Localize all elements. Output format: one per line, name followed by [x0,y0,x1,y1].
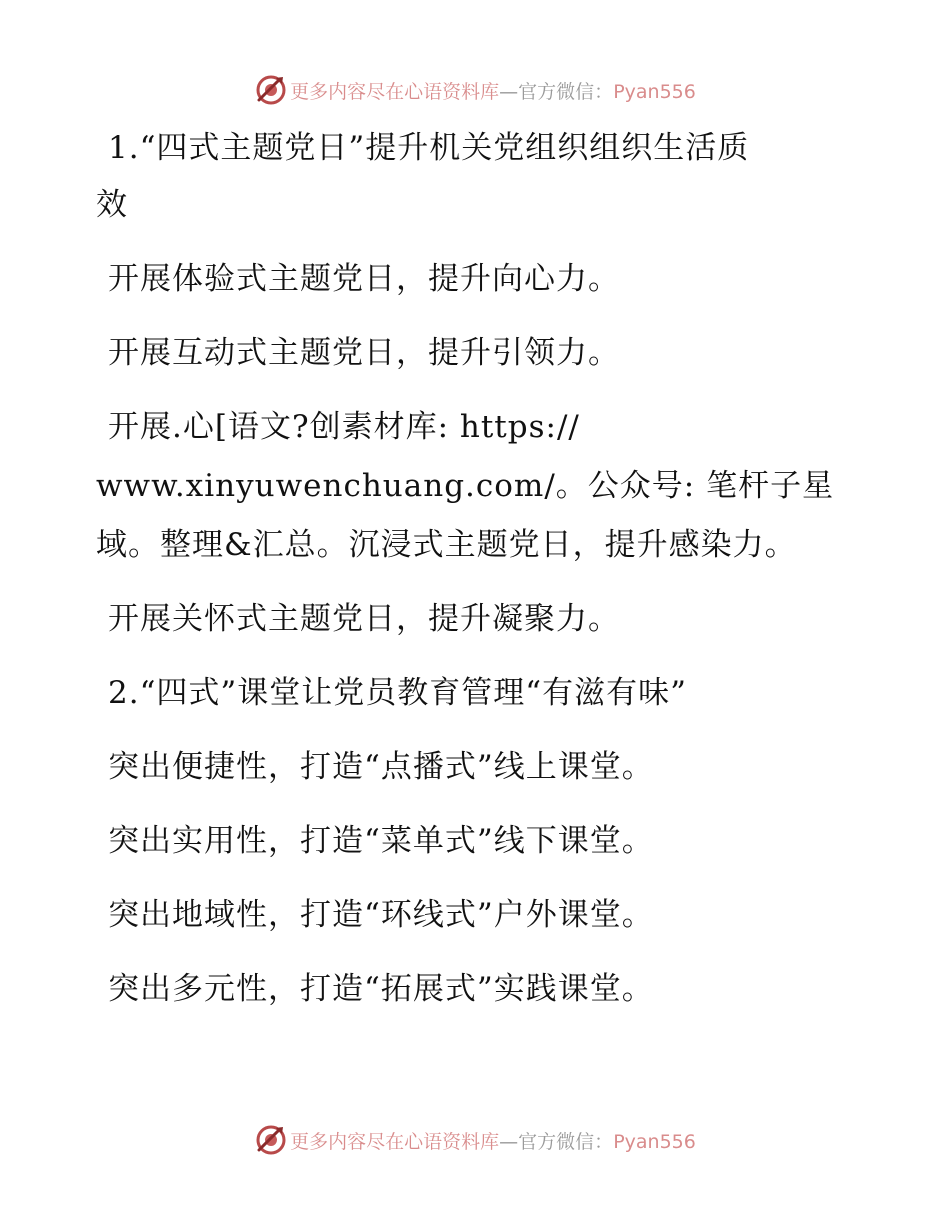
heading-1-cont: 效 [96,187,128,223]
paragraph-line: 开展.心[语文?创素材库: https:// [108,409,580,445]
watermark-dash: — [499,80,519,103]
watermark-sub: 官方微信： [518,80,614,103]
watermark-main: 更多内容尽在心语资料库 [290,1130,500,1153]
watermark-sub: 官方微信： [518,1130,614,1153]
paragraph-line: www.xinyuwenchuang.com/。公众号: 笔杆子星 [96,468,835,504]
heading-1: 1.“四式主题党日”提升机关党组织组织生活质 [108,130,750,166]
paragraph-line: 开展体验式主题党日，提升向心力。 [108,261,620,297]
footer-watermark [0,1120,950,1160]
watermark-main: 更多内容尽在心语资料库 [290,80,500,103]
watermark-text [290,1127,696,1154]
paragraph-line: 突出便捷性，打造“点播式”线上课堂。 [108,749,654,785]
brand-logo-icon [254,73,288,107]
paragraph-line: 突出实用性，打造“菜单式”线下课堂。 [108,823,654,859]
paragraph-line: 开展关怀式主题党日，提升凝聚力。 [108,601,620,637]
heading-2: 2.“四式”课堂让党员教育管理“有滋有味” [108,675,687,711]
watermark-id: Pyan556 [613,1130,696,1153]
watermark-dash: — [499,1130,519,1153]
header-watermark [0,70,950,110]
paragraph-line: 开展互动式主题党日，提升引领力。 [108,335,620,371]
watermark-text [290,77,696,104]
watermark-id: Pyan556 [613,80,696,103]
paragraph-line: 突出多元性，打造“拓展式”实践课堂。 [108,971,654,1007]
paragraph-line: 突出地域性，打造“环线式”户外课堂。 [108,897,654,933]
brand-logo-icon [254,1123,288,1157]
paragraph-line: 域。整理&汇总。沉浸式主题党日，提升感染力。 [96,527,797,563]
